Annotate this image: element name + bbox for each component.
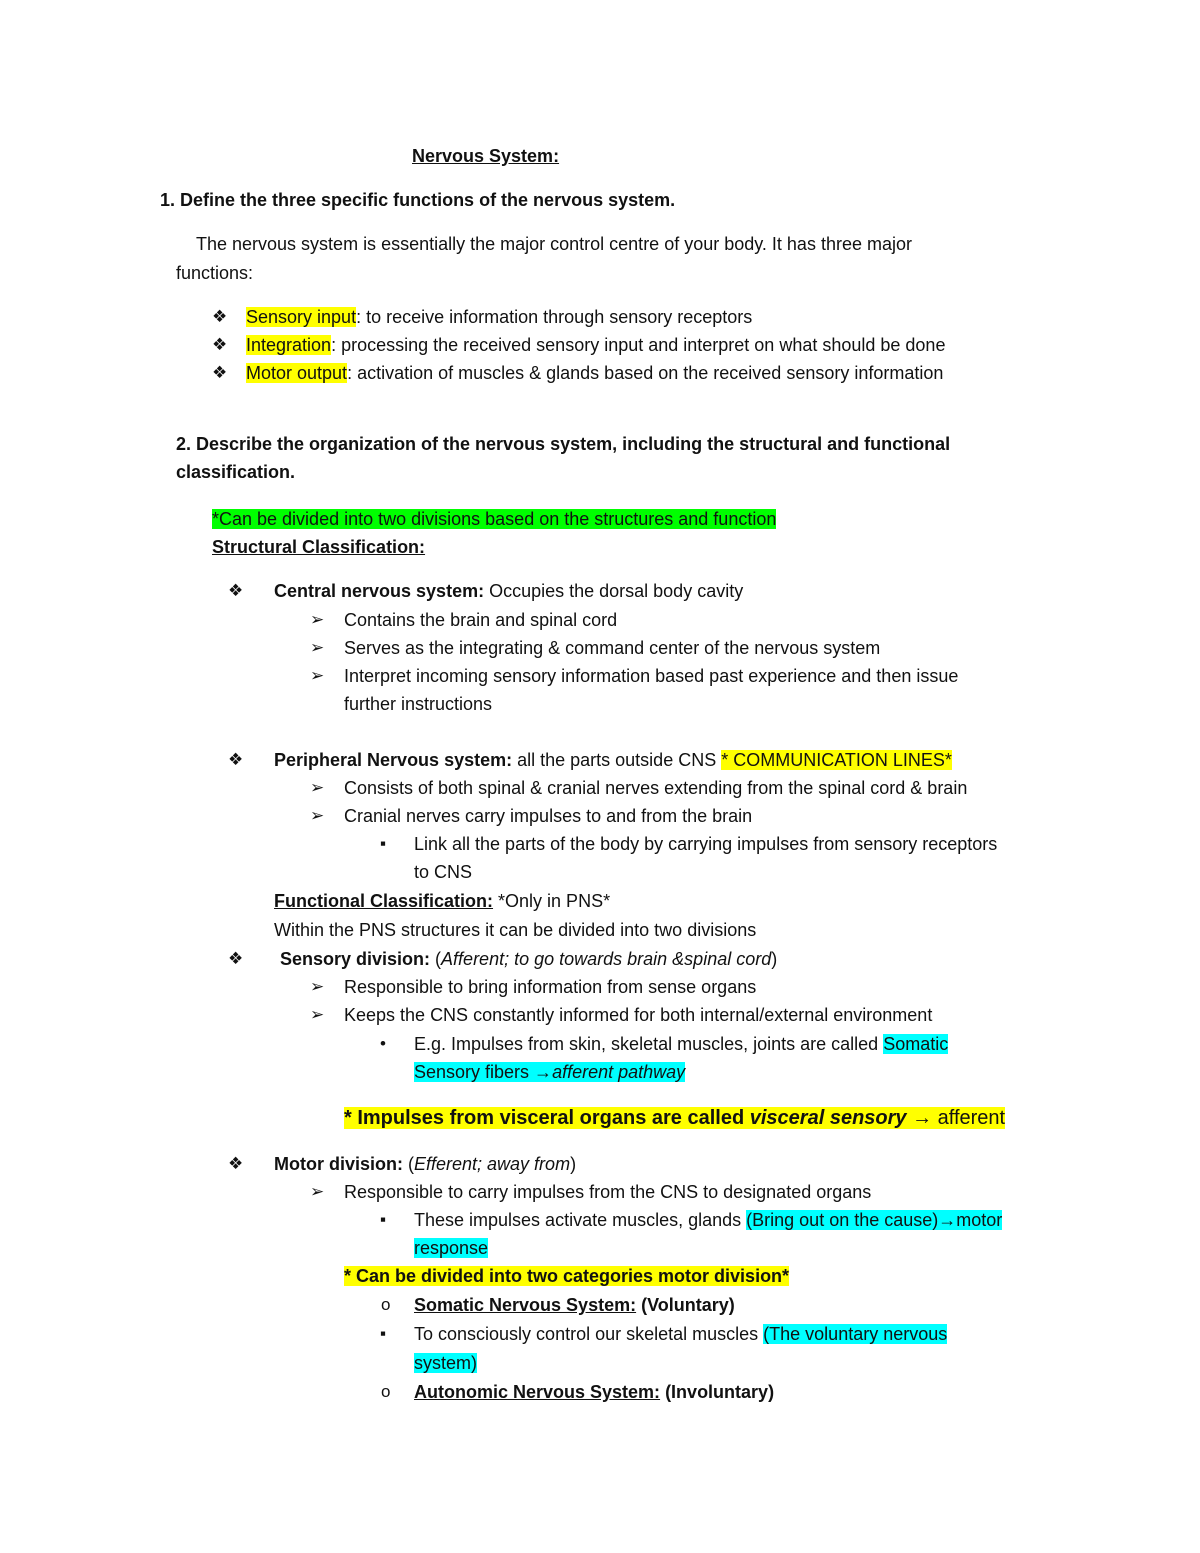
sensory-example-line-2: Sensory fibers →afferent pathway: [414, 1062, 686, 1082]
motor-sub-point-line-1: These impulses activate muscles, glands (Bring out on the cause)→motor: [414, 1210, 1003, 1230]
arrow-bullet-icon: ➢: [310, 1182, 325, 1201]
arrow-bullet-icon: ➢: [310, 1005, 325, 1024]
arrow-bullet-icon: ➢: [310, 806, 325, 825]
motor-sub-point-line-2: response: [414, 1238, 489, 1258]
diamond-bullet-icon: ❖: [228, 750, 244, 769]
pns-point-2: Cranial nerves carry impulses to and from the brain: [344, 806, 753, 826]
diamond-bullet-icon: ❖: [228, 1154, 244, 1173]
sensory-example-line-1: E.g. Impulses from skin, skeletal muscles, joints are called Somatic: [414, 1034, 949, 1054]
motor-division-item: Motor division: (Efferent; away from): [274, 1154, 577, 1174]
pns-sub-point-line-1: Link all the parts of the body by carrying impulses from sensory receptors: [414, 834, 998, 854]
pns-point-1: Consists of both spinal & cranial nerves extending from the spinal cord & brain: [344, 778, 968, 798]
cns-point-3-continued: further instructions: [344, 694, 493, 714]
divisions-note: *Can be divided into two divisions based on the structures and function: [212, 509, 777, 529]
diamond-bullet-icon: ❖: [212, 335, 228, 354]
communication-lines-tag: * COMMUNICATION LINES*: [721, 750, 952, 770]
function-term: Integration: [246, 335, 332, 355]
function-desc: : activation of muscles & glands based on the received sensory information: [347, 363, 944, 383]
functional-line: Within the PNS structures it can be divided into two divisions: [274, 920, 757, 940]
function-desc: : processing the received sensory input and interpret on what should be done: [331, 335, 946, 355]
pns-item: Peripheral Nervous system: all the parts outside CNS * COMMUNICATION LINES*: [274, 750, 952, 770]
sensory-point-1: Responsible to bring information from sense organs: [344, 977, 757, 997]
q1-intro-line-2: functions:: [176, 263, 254, 283]
arrow-bullet-icon: ➢: [310, 977, 325, 996]
motor-point-1: Responsible to carry impulses from the CNS to designated organs: [344, 1182, 872, 1202]
somatic-point-line-1: To consciously control our skeletal muscles (The voluntary nervous: [414, 1324, 948, 1344]
square-bullet-icon: ▪: [380, 834, 387, 853]
function-item-3: [246, 359, 943, 387]
sensory-point-2: Keeps the CNS constantly informed for both internal/external environment: [344, 1005, 933, 1025]
circle-bullet-icon: o: [381, 1295, 391, 1314]
function-desc: : to receive information through sensory receptors: [356, 307, 753, 327]
page-title: Nervous System:: [412, 146, 560, 166]
function-item-2: [246, 331, 945, 359]
diamond-bullet-icon: ❖: [212, 307, 228, 326]
diamond-bullet-icon: ❖: [212, 363, 228, 382]
arrow-bullet-icon: ➢: [310, 778, 325, 797]
question-2-heading-line-2: classification.: [176, 462, 296, 482]
diamond-bullet-icon: ❖: [228, 949, 244, 968]
function-term: Motor output: [246, 363, 348, 383]
sensory-division-item: Sensory division: (Afferent; to go towards brain &spinal cord): [280, 949, 778, 969]
cns-point-1: Contains the brain and spinal cord: [344, 610, 618, 630]
question-2-heading-line-1: 2. Describe the organization of the nervous system, including the structural and functional: [176, 434, 951, 454]
autonomic-nervous-system: Autonomic Nervous System: (Involuntary): [414, 1382, 775, 1402]
arrow-bullet-icon: ➢: [310, 610, 325, 629]
somatic-nervous-system: Somatic Nervous System: (Voluntary): [414, 1295, 735, 1315]
q1-intro-line-1: The nervous system is essentially the major control centre of your body. It has three major: [196, 234, 912, 254]
pns-sub-point-line-2: to CNS: [414, 862, 473, 882]
somatic-point-line-2: system): [414, 1353, 477, 1373]
function-term: Sensory input: [246, 307, 357, 327]
cns-item: Central nervous system: Occupies the dorsal body cavity: [274, 581, 744, 601]
cns-point-3: Interpret incoming sensory information based past experience and then issue: [344, 666, 959, 686]
visceral-sensory-note: * Impulses from visceral organs are called visceral sensory → afferent: [344, 1107, 1006, 1129]
arrow-bullet-icon: ➢: [310, 638, 325, 657]
square-bullet-icon: ▪: [380, 1210, 387, 1229]
cns-point-2: Serves as the integrating & command center of the nervous system: [344, 638, 881, 658]
arrow-bullet-icon: ➢: [310, 666, 325, 685]
dot-bullet-icon: •: [380, 1034, 386, 1053]
diamond-bullet-icon: ❖: [228, 581, 244, 600]
functional-classification: Functional Classification: *Only in PNS*: [274, 891, 611, 911]
square-bullet-icon: ▪: [380, 1324, 387, 1343]
question-1-heading: 1. Define the three specific functions of the nervous system.: [160, 190, 676, 210]
function-item-1: [246, 303, 752, 331]
circle-bullet-icon: o: [381, 1382, 391, 1401]
motor-categories-note: * Can be divided into two categories motor division*: [344, 1266, 790, 1286]
structural-classification-label: Structural Classification:: [212, 537, 426, 557]
